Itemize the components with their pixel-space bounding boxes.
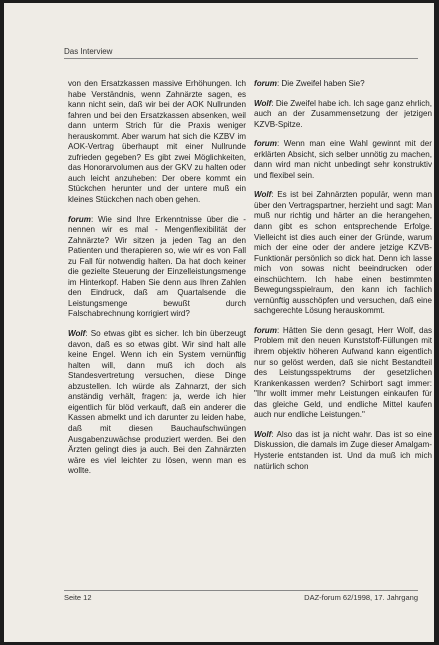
speaker-tag: Wolf (68, 329, 86, 339)
paragraph-text: : Es ist bei Zahnärzten populär, wenn man über den Vertragspartner, herzieht und sagt: Man muß nur richtig und härter an die herangehen, dann gibt es schon entsprechende Erfolge. Vielleicht ist dies auch einer der Gründe, warum mich der eine oder der andere jetzige KZVB-Funktionär persönlich so dick hat. Denn ich lasse mich von sowas nicht beeindrucken oder einschüchtern. Ich habe einen bestimmten Bewegungsspielraum, den kann ich fachlich vernünftig ausschöpfen und versuchen, daß eine sachgerechte Lösung herauskommt. (254, 190, 432, 316)
publication-info: DAZ-forum 62/1998, 17. Jahrgang (304, 593, 418, 602)
paragraph-text: : Die Zweifel habe ich. Ich sage ganz ehrlich, auch an der Zusammensetzung der jetzigen KZVB-Spitze. (254, 98, 433, 129)
paragraph (254, 190, 432, 317)
paragraph (254, 430, 432, 472)
speaker-tag: forum (68, 214, 91, 224)
right-text-column (254, 79, 432, 472)
section-header: Das Interview (64, 47, 113, 56)
header-rule (64, 58, 418, 59)
paragraph-text: : Wenn man eine Wahl gewinnt mit der erklärten Absicht, sich selber unnötig zu machen, dann wird man nicht unbedingt sehr konstruktiv und flexibel sein. (254, 139, 432, 180)
footer-rule (64, 590, 418, 591)
paragraph-text: : Wie sind Ihre Erkenntnisse über die - nennen wir es mal - Mengenflexibilität der Zahnärzte? Wir sitzen ja jeden Tag an den Patienten und therapieren so, wie wir es von Fall zu Fall für notwendig halten. Da hat doch keiner die gezielte Steuerung der Einzelleistungsmenge im Hinterkopf. Haben Sie denn aus Ihren Zahlen den Eindruck, daß am Quartalsende die Leistungsmenge bewußt durch Falschabrechnung korrigiert wird? (68, 214, 246, 319)
paragraph (254, 139, 432, 181)
paragraph (68, 79, 246, 206)
paragraph (68, 329, 246, 477)
paragraph (254, 99, 432, 131)
paragraph-text: : Hätten Sie denn gesagt, Herr Wolf, das Problem mit den neuen Kunststoff-Füllungen mit ihrem objektiv höheren Aufwand kann eigentlich nur so gelöst werden, daß sie nicht Bestandteil des Leistungsspektrums der gesetzlichen Krankenkassen werden? Schirbort sagt immer: "Ihr wollt immer mehr Leistungen einkaufen für das gleiche Geld, und endliche Mittel kaufen auch nur endliche Leistungen." (254, 325, 432, 420)
paragraph (254, 79, 432, 90)
speaker-tag: Wolf (254, 190, 272, 200)
paragraph-text: : Die Zweifel haben Sie? (276, 79, 365, 88)
speaker-tag: Wolf (254, 98, 272, 108)
speaker-tag: forum (254, 325, 277, 335)
paragraph-text: von den Ersatzkassen massive Erhöhungen. Ich habe Verständnis, wenn Zahnärzte sagen, es kann nicht sein, daß wir bei der AOK Nullrunden fahren und bei den Ersatzkassen absenken, weil dann unterm Strich für die Praxis weniger herauskommt. Aber warum hat sich die KZBV im AOK-Vertrag überhaupt mit einer Nullrunde zufrieden gegeben? Es gibt zwei Möglichkeiten, das Honorarvolumen aus der GKV zu halten oder auch leicht anzuheben: Der obere kommt ein Stückchen herunter und der untere muß ein kleines Stückchen nach oben gehen. (68, 79, 246, 205)
speaker-tag: forum (254, 139, 277, 149)
paragraph-text: : So etwas gibt es sicher. Ich bin überzeugt davon, daß es so etwas gibt. Wir sind halt alle keine Engel. Wenn ich ein System vernünftig halten will, dann muß ich doch als Standesvertretung versuchen, diese Dinge abzustellen. Ich würde als Zahnarzt, der sich anständig verhält, fragen: ja, werde ich hier eigentlich für blöd verkauft, daß ein anderer die Kassen abmelkt und ich darunter zu leiden habe, daß mit diesen Bauchaufschwüngen Ausgabenzuwächse produziert werden. Bei den Ärzten gelingt dies ja auch. Bei den Zahnärzten wäre es viel leichter zu lösen, wenn man es wollte. (68, 329, 246, 476)
speaker-tag: Wolf (254, 429, 272, 439)
paragraph-text: : Also das ist ja nicht wahr. Das ist so eine Diskussion, die damals im Zuge dieser Amalgam-Hysterie entstanden ist. Und da muß ich mich natürlich schon (254, 429, 432, 471)
speaker-tag: forum (254, 79, 277, 88)
paragraph (254, 326, 432, 421)
paragraph (68, 215, 246, 320)
left-text-column (68, 79, 246, 477)
page-number: Seite 12 (64, 593, 92, 602)
